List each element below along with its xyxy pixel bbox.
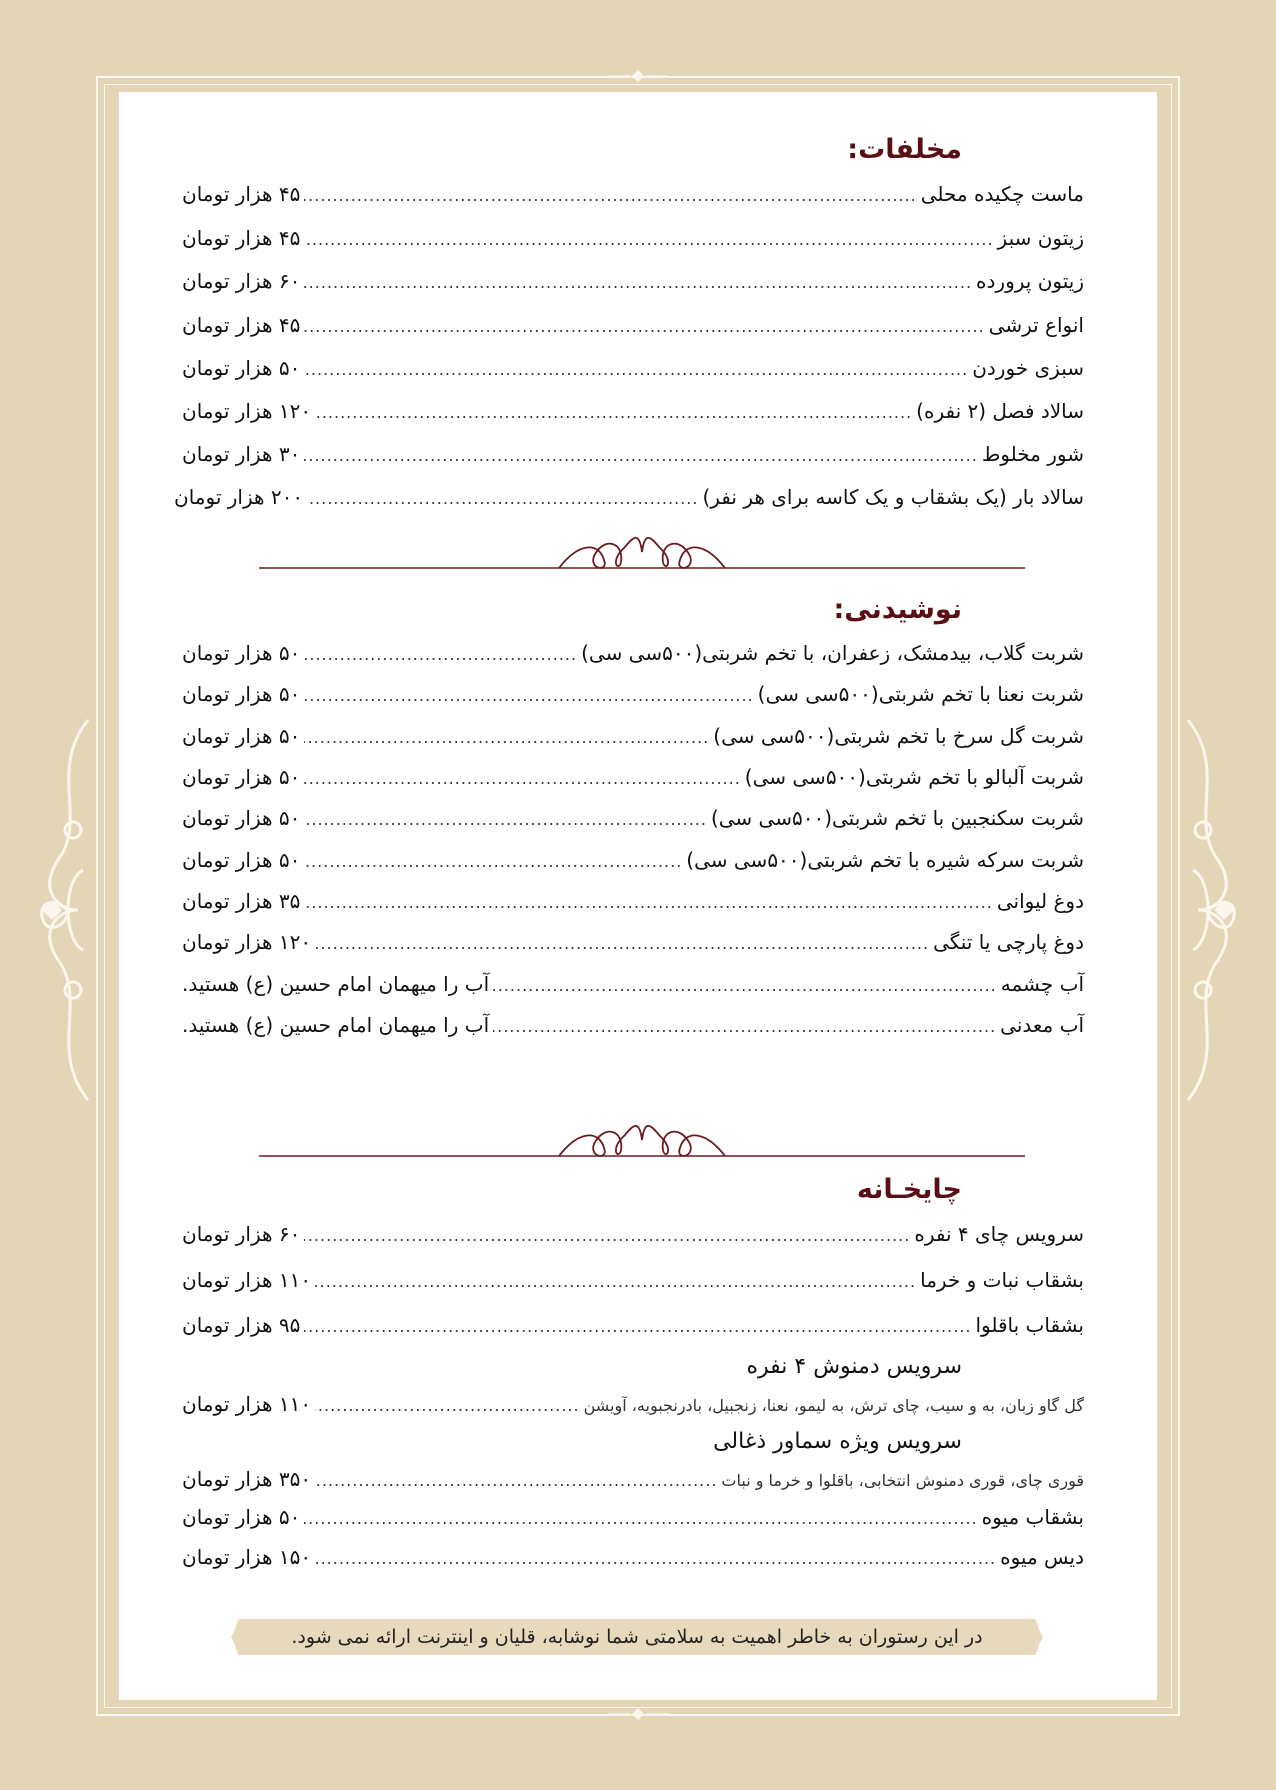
menu-item — [182, 806, 1084, 836]
item-name: سبزی خوردن — [972, 356, 1084, 380]
item-price: ۱۱۰ هزار تومان — [182, 1268, 312, 1292]
item-price: ۳۵ هزار تومان — [182, 889, 301, 913]
item-name: شربت سکنجبین با تخم شربتی(۵۰۰سی سی) — [710, 806, 1084, 830]
dot-leader — [304, 810, 707, 829]
dot-leader — [304, 769, 740, 788]
item-price: آب را میهمان امام حسین (ع) هستید. — [182, 1013, 490, 1037]
item-price: ۱۵۰ هزار تومان — [182, 1545, 312, 1569]
dot-leader — [315, 1549, 996, 1568]
section-divider-icon — [259, 522, 1025, 572]
item-name: زیتون پرورده — [976, 269, 1084, 293]
item-name: شربت گل سرخ با تخم شربتی(۵۰۰سی سی) — [713, 724, 1084, 748]
item-name: دوغ پارچی یا تنگی — [933, 930, 1084, 954]
menu-item — [182, 930, 1084, 960]
dot-leader — [315, 934, 929, 953]
item-price: ۵۰ هزار تومان — [182, 765, 301, 789]
item-name: شربت گلاب، بیدمشک، زعفران، با تخم شربتی(۵۰۰سی سی) — [581, 641, 1084, 665]
menu-item — [182, 399, 1084, 429]
item-price: ۴۵ هزار تومان — [182, 313, 301, 337]
bottom-ornament-icon — [608, 1706, 668, 1722]
item-price: ۵۰ هزار تومان — [182, 806, 301, 830]
dot-leader — [315, 1272, 916, 1291]
dot-leader — [304, 728, 709, 747]
item-name: شربت سرکه شیره با تخم شربتی(۵۰۰سی سی) — [686, 848, 1084, 872]
dot-leader — [304, 686, 753, 705]
menu-item — [182, 269, 1084, 299]
item-name: شربت نعنا با تخم شربتی(۵۰۰سی سی) — [757, 682, 1084, 706]
item-name: آب چشمه — [1000, 972, 1084, 996]
item-price: ۶۰ هزار تومان — [182, 269, 301, 293]
notice-text: در این رستوران به خاطر اهمیت به سلامتی شما نوشابه، قلیان و اینترنت ارائه نمی شود. — [291, 1626, 983, 1648]
item-price: ۳۰ هزار تومان — [182, 442, 301, 466]
item-name: بشقاب میوه — [981, 1505, 1084, 1529]
menu-item — [182, 889, 1084, 919]
top-ornament-icon — [608, 68, 668, 84]
menu-item — [182, 1467, 1084, 1497]
item-name: دیس میوه — [1000, 1545, 1084, 1569]
item-price: ۵۰ هزار تومان — [182, 641, 301, 665]
menu-item — [182, 848, 1084, 878]
samovar-service-title: سرویس ویژه سماور ذغالی — [713, 1429, 962, 1454]
dot-leader — [307, 489, 698, 508]
item-name: زیتون سبز — [997, 226, 1084, 250]
dot-leader — [304, 360, 968, 379]
menu-item — [182, 641, 1084, 671]
item-price: ۱۲۰ هزار تومان — [182, 930, 312, 954]
item-price: ۵۰ هزار تومان — [182, 848, 301, 872]
menu-item — [182, 1268, 1084, 1298]
section-title-teahouse: چایخـانه — [856, 1174, 962, 1205]
item-price: ۵۰ هزار تومان — [182, 682, 301, 706]
item-price: ۱۲۰ هزار تومان — [182, 399, 312, 423]
menu-item — [182, 1222, 1084, 1252]
menu-item — [182, 972, 1084, 1002]
dot-leader — [304, 852, 682, 871]
dot-leader — [304, 893, 993, 912]
item-name: بشقاب نبات و خرما — [920, 1268, 1084, 1292]
menu-item — [182, 226, 1084, 256]
menu-item — [182, 1545, 1084, 1575]
dot-leader — [304, 186, 916, 205]
item-price: ۶۰ هزار تومان — [182, 1222, 301, 1246]
item-name: بشقاب باقلوا — [975, 1313, 1084, 1337]
item-price: آب را میهمان امام حسین (ع) هستید. — [182, 972, 490, 996]
menu-item — [182, 1013, 1084, 1043]
dot-leader — [315, 1471, 717, 1490]
section-title-appetizers: مخلفات: — [847, 134, 962, 165]
item-name: انواع ترشی — [988, 313, 1084, 337]
item-price: ۵۰ هزار تومان — [182, 356, 301, 380]
item-desc: گل گاو زبان، به و سیب، چای ترش، به لیمو، نعنا، زنجبیل، بادرنجبویه، آویشن — [583, 1396, 1084, 1415]
item-price: ۹۵ هزار تومان — [182, 1313, 301, 1337]
item-price: ۴۵ هزار تومان — [182, 226, 301, 250]
item-price: ۵۰ هزار تومان — [182, 724, 301, 748]
menu-item — [174, 485, 1084, 515]
menu-page — [119, 92, 1157, 1700]
dot-leader — [304, 317, 984, 336]
menu-item — [182, 313, 1084, 343]
section-divider-icon — [259, 1110, 1025, 1160]
menu-item — [182, 724, 1084, 754]
item-price: ۴۵ هزار تومان — [182, 182, 301, 206]
menu-item — [182, 442, 1084, 472]
item-price: ۳۵۰ هزار تومان — [182, 1467, 312, 1491]
item-name: سالاد فصل (۲ نفره) — [916, 399, 1084, 423]
dot-leader — [304, 1226, 910, 1245]
dot-leader — [315, 403, 912, 422]
dot-leader — [304, 273, 972, 292]
item-name: ماست چکیده محلی — [920, 182, 1084, 206]
dot-leader — [493, 1017, 996, 1036]
dot-leader — [304, 446, 977, 465]
dot-leader — [304, 1509, 977, 1528]
dot-leader — [493, 976, 997, 995]
notice-banner — [229, 1616, 1045, 1658]
dot-leader — [304, 1317, 971, 1336]
item-name: دوغ لیوانی — [996, 889, 1084, 913]
item-price: ۱۱۰ هزار تومان — [182, 1392, 312, 1416]
item-name: آب معدنی — [1000, 1013, 1084, 1037]
menu-item — [182, 1392, 1084, 1422]
dot-leader — [304, 645, 577, 664]
item-name: شور مخلوط — [981, 442, 1084, 466]
menu-item — [182, 1505, 1084, 1535]
menu-item — [182, 1313, 1084, 1343]
dot-leader — [315, 1396, 579, 1415]
menu-item — [182, 182, 1084, 212]
herbal-service-title: سرویس دمنوش ۴ نفره — [746, 1354, 962, 1379]
item-name: سرویس چای ۴ نفره — [914, 1222, 1084, 1246]
dot-leader — [304, 230, 993, 249]
menu-item — [182, 356, 1084, 386]
section-title-drinks: نوشیدنی: — [833, 594, 962, 625]
item-price: ۵۰ هزار تومان — [182, 1505, 301, 1529]
right-flourish-icon — [1178, 710, 1248, 1110]
item-name: شربت آلبالو با تخم شربتی(۵۰۰سی سی) — [744, 765, 1084, 789]
item-name: سالاد بار (یک بشقاب و یک کاسه برای هر نفر) — [702, 485, 1084, 509]
item-price: ۲۰۰ هزار تومان — [174, 485, 304, 509]
menu-item — [182, 765, 1084, 795]
left-flourish-icon — [28, 710, 98, 1110]
menu-item — [182, 682, 1084, 712]
item-desc: قوری چای، قوری دمنوش انتخابی، باقلوا و خرما و نبات — [721, 1471, 1084, 1490]
